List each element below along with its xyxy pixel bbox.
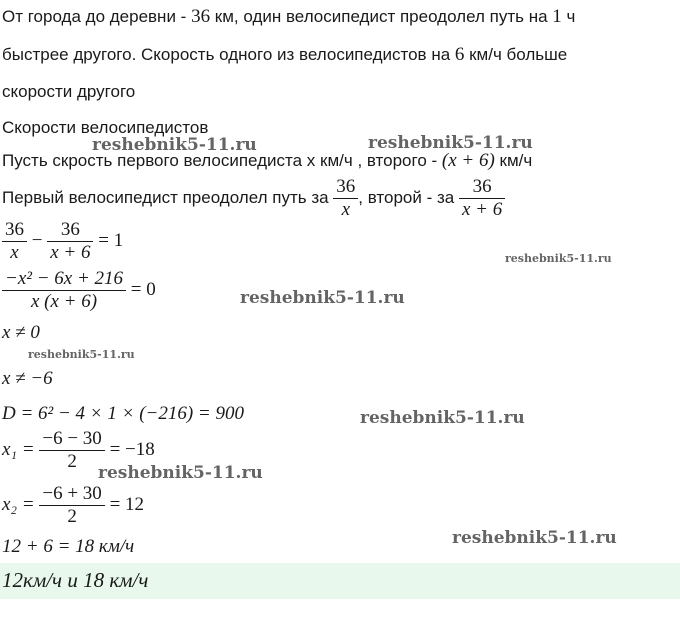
watermark: reshebnik5-11.ru	[240, 288, 405, 308]
problem-line-2: быстрее другого. Скорость одного из велосипедистов на 6 км/ч больше	[2, 44, 568, 65]
answer-text: 12км/ч и 18 км/ч	[2, 568, 149, 592]
condition-1: x ≠ 0	[2, 322, 40, 343]
equation-2: $\frac{\text{−x² − 6x + 216}}{x (x + 6)}$ = 0	[2, 268, 156, 313]
watermark: reshebnik5-11.ru	[505, 252, 612, 265]
discriminant: D = 6² − 4 × 1 × (−216) = 900	[2, 403, 244, 424]
problem-line-1: От города до деревни - 36 км, один велосипедист преодолел путь на 1 ч	[2, 6, 576, 27]
watermark: reshebnik5-11.ru	[368, 133, 533, 153]
time-statement: Первый велосипедист преодолел путь за $\frac{36}{x}$ , второй - за $\frac{36}{x + 6}$	[2, 176, 505, 221]
sum-line: 12 + 6 = 18 км/ч	[2, 536, 135, 557]
root-x2: x₂ = $\frac{-6 + 30}{2}$ = 12	[2, 483, 145, 527]
let-statement: Пусть скрость первого велосипедиста x км/ч , второго - (x + 6) км/ч	[2, 150, 533, 171]
problem-line-3: скорости другого	[2, 82, 136, 101]
watermark: reshebnik5-11.ru	[452, 528, 617, 548]
condition-2: x ≠ −6	[2, 368, 53, 389]
watermark: reshebnik5-11.ru	[92, 135, 257, 155]
solution-heading: Скорости велосипедистов	[2, 118, 209, 137]
root-x1: x₁ = $\frac{-6 - 30}{2}$ = −18	[2, 428, 155, 472]
watermark: reshebnik5-11.ru	[98, 463, 263, 483]
equation-1: $\frac{36}{x}$ − $\frac{36}{x + 6}$ = 1	[2, 219, 123, 264]
watermark: reshebnik5-11.ru	[360, 408, 525, 428]
watermark: reshebnik5-11.ru	[28, 348, 135, 361]
answer-box	[0, 563, 680, 599]
